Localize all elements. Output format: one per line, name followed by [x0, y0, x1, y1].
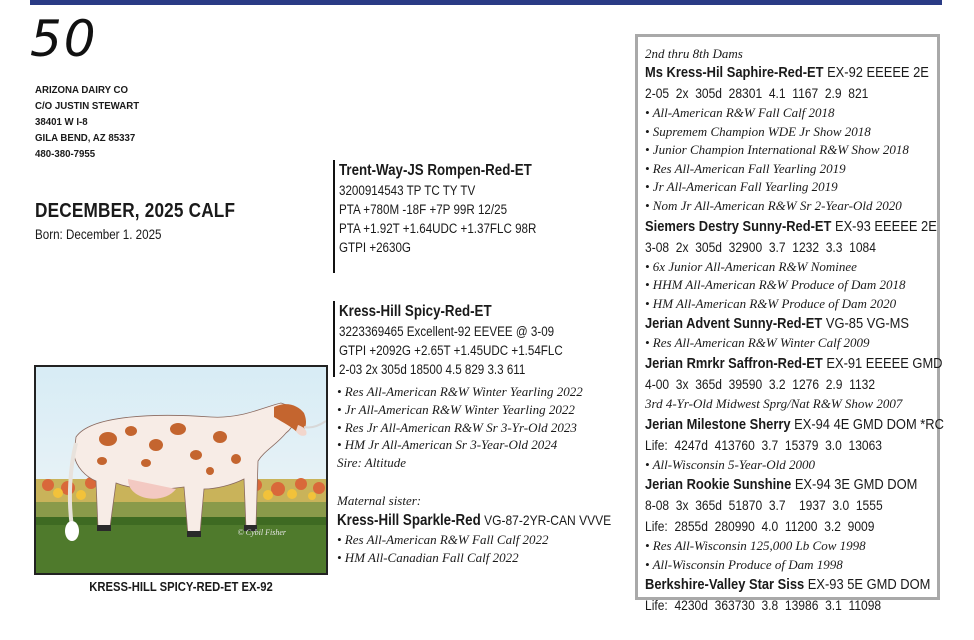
pedigree-honor-line: • Junior Champion International R&W Show 2018	[645, 142, 909, 158]
dam-photo	[34, 365, 328, 575]
pedigree-dam-classification: EX-93 EEEEE 2E	[831, 217, 937, 235]
pedigree-dam-name: Jerian Rmrkr Saffron-Red-ET	[645, 354, 823, 372]
consignor-phone: 480-380-7955	[35, 148, 96, 160]
pedigree-dam-name-line	[645, 353, 943, 374]
pedigree-dam-name: Jerian Advent Sunny-Red-ET	[645, 315, 823, 333]
consignor-line: ARIZONA DAIRY CO	[35, 84, 129, 96]
pedigree-record-line: Life: 4247d 413760 3.7 15379 3.0 13063	[645, 436, 882, 453]
maternal-sister-section	[337, 492, 622, 566]
pedigree-honor-line: • Jr All-American Fall Yearling 2019	[645, 179, 838, 195]
pedigree-dam-name: Siemers Destry Sunny-Red-ET	[645, 217, 832, 235]
pedigree-dam-classification: EX-92 EEEEE 2E	[823, 64, 929, 81]
consignor-line: 38401 W I-8	[35, 116, 88, 128]
top-rule	[30, 0, 942, 5]
pedigree-dam-name-line	[645, 313, 937, 334]
photo-caption	[34, 580, 328, 594]
pedigree-honor-line: 3rd 4-Yr-Old Midwest Sprg/Nat R&W Show 2007	[645, 395, 903, 411]
photo-watermark: © Cybil Fisher	[237, 528, 286, 537]
maternal-sister-heading: Maternal sister:	[337, 493, 422, 508]
sire-gtpi-line: GTPI +2630G	[339, 240, 411, 255]
pedigree-honor-line: • HM All-American R&W Produce of Dam 2020	[645, 295, 897, 311]
pedigree-honor-line: • All-American R&W Fall Calf 2018	[645, 105, 835, 120]
sire-section	[333, 160, 618, 273]
dam-honor: • Res All-American R&W Winter Yearling 2022	[337, 384, 583, 399]
dams-pedigree-box	[635, 34, 944, 614]
consignor-line: C/O JUSTIN STEWART	[35, 100, 140, 112]
dam-honors	[337, 383, 622, 472]
pedigree-dam-name-line	[645, 216, 937, 237]
dam-honor: • HM Jr All-American Sr 3-Year-Old 2024	[337, 437, 558, 453]
pedigree-dam-name-line	[645, 62, 937, 83]
dam-section	[333, 301, 618, 377]
pedigree-honor-line: • Nom Jr All-American R&W Sr 2-Year-Old 2020	[645, 197, 902, 213]
pedigree-record-line: 8-08 3x 365d 51870 3.7 1937 3.0 1555	[645, 497, 883, 514]
dam-name: Kress-Hill Spicy-Red-ET	[339, 303, 492, 320]
pedigree-record-line: 3-08 2x 305d 32900 3.7 1232 3.3 1084	[645, 238, 876, 255]
pedigree-lines	[645, 62, 944, 616]
pedigree-record-line: 2-05 2x 305d 28301 4.1 1167 2.9 821	[645, 85, 869, 101]
photo-caption-text: KRESS-HILL SPICY-RED-ET EX-92	[89, 580, 273, 594]
dam-honor: • Res Jr All-American R&W Sr 3-Yr-Old 2023	[337, 419, 577, 435]
pedigree-honor-line: • Res All-American R&W Winter Calf 2009	[645, 335, 870, 351]
pedigree-record-line: 4-00 3x 365d 39590 3.2 1276 2.9 1132	[645, 375, 876, 392]
pedigree-dam-classification: EX-94 4E GMD DOM *RC	[790, 415, 944, 433]
consignor-line: GILA BEND, AZ 85337	[35, 132, 136, 144]
sire-name: Trent-Way-JS Rompen-Red-ET	[339, 162, 532, 179]
lot-number: 50	[30, 10, 98, 68]
pedigree-honor-line: • All-Wisconsin 5-Year-Old 2000	[645, 456, 816, 472]
calf-title: DECEMBER, 2025 CALF	[35, 200, 236, 222]
pedigree-dam-name-line	[645, 474, 937, 495]
consignor-address	[35, 82, 139, 162]
pedigree-record-line: Life: 2855d 280990 4.0 11200 3.2 9009	[645, 518, 875, 535]
sire-pta-line: PTA +780M -18F +7P 99R 12/25	[339, 202, 508, 217]
pedigree-dam-name: Jerian Milestone Sherry	[645, 415, 791, 433]
pedigree-dam-classification: VG-85 VG-MS	[822, 315, 910, 333]
pedigree-dam-name: Berkshire-Valley Star Siss	[645, 576, 805, 594]
pedigree-honor-line: • HHM All-American R&W Produce of Dam 2018	[645, 277, 906, 293]
dam-gtpi-line: GTPI +2092G +2.65T +1.45UDC +1.54FLC	[339, 343, 563, 358]
pedigree-honor-line: • Res All-Wisconsin 125,000 Lb Cow 1998	[645, 538, 866, 554]
pedigree-heading: 2nd thru 8th Dams	[645, 46, 743, 61]
pedigree-dam-classification: EX-93 5E GMD DOM	[804, 576, 931, 594]
dam-record-line: 2-03 2x 305d 18500 4.5 829 3.3 611	[339, 362, 526, 377]
maternal-sister-honor: • Res All-American R&W Fall Calf 2022	[337, 531, 549, 547]
pedigree-honor-line: • Res All-American Fall Yearling 2019	[645, 160, 846, 176]
pedigree-dam-name: Jerian Rookie Sunshine	[645, 476, 792, 494]
pedigree-honor-line: • All-Wisconsin Produce of Dam 1998	[645, 556, 843, 572]
pedigree-honor-line: • 6x Junior All-American R&W Nominee	[645, 258, 857, 274]
pedigree-dam-name-line	[645, 414, 944, 435]
dam-id-line: 3223369465 Excellent-92 EEVEE @ 3-09	[339, 324, 555, 339]
cow-photo-illustration	[36, 367, 326, 573]
pedigree-dam-classification: EX-94 3E GMD DOM	[791, 476, 918, 494]
maternal-sister-name: Kress-Hill Sparkle-Red	[337, 511, 481, 529]
maternal-sister-honor: • HM All-Canadian Fall Calf 2022	[337, 549, 519, 565]
dam-sire-line: Sire: Altitude	[337, 455, 406, 471]
dam-honor: • Jr All-American R&W Winter Yearling 2022	[337, 401, 575, 417]
pedigree-record-line: Life: 4230d 363730 3.8 13986 3.1 11098	[645, 597, 882, 614]
sire-pta-type-line: PTA +1.92T +1.64UDC +1.37FLC 98R	[339, 221, 537, 236]
pedigree-dam-name-line	[645, 574, 937, 595]
pedigree-dam-name: Ms Kress-Hil Saphire-Red-ET	[645, 64, 824, 81]
pedigree-honor-line: • Supremem Champion WDE Jr Show 2018	[645, 123, 871, 139]
maternal-sister-classification: VG-87-2YR-CAN VVVE	[480, 511, 612, 528]
born-date: Born: December 1. 2025	[35, 227, 162, 242]
pedigree-dam-classification: EX-91 EEEEE GMD	[822, 354, 943, 372]
sire-id-line: 3200914543 TP TC TY TV	[339, 183, 476, 198]
